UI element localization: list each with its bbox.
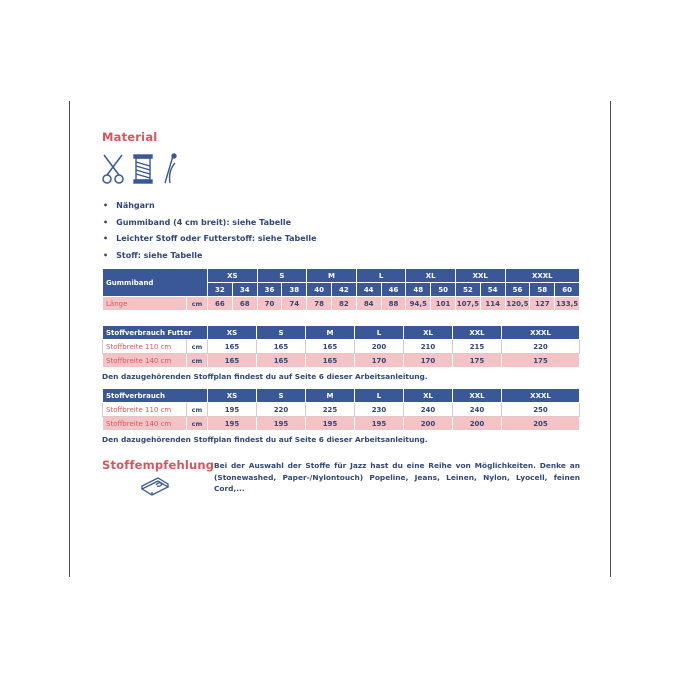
- table-row: [103, 403, 580, 417]
- table-row: [103, 354, 580, 368]
- stoffempfehlung-text: Bei der Auswahl der Stoffe für Jazz hast du eine Reihe von Möglichkeiten. Denke an (Stonewashed, Paper-/Nylontouch) Popeline, Jeans, Leinen, Nylon, Lyocell, feinen Cord,...: [214, 461, 580, 493]
- size-header: M: [306, 326, 355, 340]
- list-item: • Stoff: siehe Tabelle: [102, 248, 580, 265]
- value-cell: 82: [332, 297, 357, 311]
- value-cell: 74: [282, 297, 307, 311]
- value-cell: 66: [208, 297, 233, 311]
- size-number: 42: [332, 283, 357, 297]
- value-cell: 170: [355, 354, 404, 368]
- value-cell: 200: [355, 340, 404, 354]
- row-label: Länge: [103, 297, 187, 311]
- material-list: [102, 198, 580, 264]
- unit-cell: cm: [187, 297, 208, 311]
- size-number: 48: [406, 283, 431, 297]
- size-header: M: [307, 269, 357, 283]
- futter-note: Den dazugehörenden Stoffplan findest du auf Seite 6 dieser Arbeitsanleitung.: [102, 372, 428, 381]
- right-page-rule: [610, 101, 611, 577]
- thread-spool-icon: [132, 153, 154, 185]
- size-number: 32: [208, 283, 233, 297]
- fabric-stack-icon: [140, 475, 170, 497]
- size-header: M: [306, 389, 355, 403]
- size-header: XXL: [453, 389, 502, 403]
- size-header: XXXL: [505, 269, 579, 283]
- size-header: XXL: [455, 269, 505, 283]
- value-cell: 78: [307, 297, 332, 311]
- size-header: S: [257, 326, 306, 340]
- value-cell: 70: [257, 297, 282, 311]
- size-number: 34: [232, 283, 257, 297]
- size-header: XXL: [453, 326, 502, 340]
- size-header: XL: [406, 269, 456, 283]
- size-header: XL: [404, 326, 453, 340]
- size-number: 36: [257, 283, 282, 297]
- material-heading: Material: [102, 130, 158, 144]
- size-header: L: [355, 326, 404, 340]
- value-cell: 195: [355, 417, 404, 431]
- value-cell: 84: [356, 297, 381, 311]
- material-icons: [102, 153, 580, 185]
- value-cell: 220: [257, 403, 306, 417]
- size-header: XXXL: [502, 326, 580, 340]
- value-cell: 195: [257, 417, 306, 431]
- value-cell: 175: [502, 354, 580, 368]
- value-cell: 165: [257, 354, 306, 368]
- stoff-table: [102, 388, 580, 431]
- size-number: 40: [307, 283, 332, 297]
- size-number: 56: [505, 283, 530, 297]
- size-header: S: [257, 269, 307, 283]
- value-cell: 200: [453, 417, 502, 431]
- size-number: 60: [555, 283, 580, 297]
- table-row: [103, 340, 580, 354]
- unit-cell: cm: [187, 354, 208, 368]
- left-page-rule: [69, 101, 70, 577]
- value-cell: 170: [404, 354, 453, 368]
- size-number: 44: [356, 283, 381, 297]
- futter-table: [102, 325, 580, 368]
- pins-icon: [162, 153, 178, 185]
- value-cell: 195: [208, 417, 257, 431]
- unit-cell: cm: [187, 403, 208, 417]
- stoff-note: Den dazugehörenden Stoffplan findest du auf Seite 6 dieser Arbeitsanleitung.: [102, 435, 428, 444]
- size-header: XS: [208, 389, 257, 403]
- stoffempfehlung-heading: Stoffempfehlung: [102, 458, 215, 472]
- stoffempfehlung-left: [102, 458, 214, 497]
- value-cell: 240: [404, 403, 453, 417]
- gummiband-label: Gummiband: [103, 269, 208, 297]
- size-number: 52: [455, 283, 480, 297]
- row-label: Stoffbreite 140 cm: [103, 354, 187, 368]
- futter-label: Stoffverbrauch Futter: [103, 326, 208, 340]
- row-label: Stoffbreite 140 cm: [103, 417, 187, 431]
- stoff-label: Stoffverbrauch: [103, 389, 208, 403]
- value-cell: 205: [502, 417, 580, 431]
- value-cell: 175: [453, 354, 502, 368]
- value-cell: 94,5: [406, 297, 431, 311]
- size-header: XS: [208, 326, 257, 340]
- row-label: Stoffbreite 110 cm: [103, 403, 187, 417]
- value-cell: 200: [404, 417, 453, 431]
- size-header: L: [355, 389, 404, 403]
- value-cell: 210: [404, 340, 453, 354]
- value-cell: 195: [306, 417, 355, 431]
- table-row: [103, 417, 580, 431]
- value-cell: 195: [208, 403, 257, 417]
- row-label: Stoffbreite 110 cm: [103, 340, 187, 354]
- document-content: [102, 130, 580, 497]
- value-cell: 165: [257, 340, 306, 354]
- size-number: 54: [480, 283, 505, 297]
- value-cell: 165: [208, 340, 257, 354]
- scissors-icon: [102, 153, 124, 185]
- stoffempfehlung-section: [102, 458, 580, 497]
- list-item: • Nähgarn: [102, 198, 580, 215]
- value-cell: 114: [480, 297, 505, 311]
- size-header: XS: [208, 269, 258, 283]
- value-cell: 133,5: [555, 297, 580, 311]
- size-number: 46: [381, 283, 406, 297]
- value-cell: 165: [306, 340, 355, 354]
- size-header: XL: [404, 389, 453, 403]
- size-header: XXXL: [502, 389, 580, 403]
- value-cell: 68: [232, 297, 257, 311]
- value-cell: 220: [502, 340, 580, 354]
- size-header: S: [257, 389, 306, 403]
- list-item: • Leichter Stoff oder Futterstoff: siehe Tabelle: [102, 231, 580, 248]
- value-cell: 240: [453, 403, 502, 417]
- value-cell: 120,5: [505, 297, 530, 311]
- gummiband-table: [102, 268, 580, 311]
- size-number: 50: [431, 283, 456, 297]
- value-cell: 88: [381, 297, 406, 311]
- size-number: 58: [530, 283, 555, 297]
- value-cell: 165: [306, 354, 355, 368]
- value-cell: 225: [306, 403, 355, 417]
- unit-cell: cm: [187, 340, 208, 354]
- value-cell: 101: [431, 297, 456, 311]
- table-row: [103, 297, 580, 311]
- unit-cell: cm: [187, 417, 208, 431]
- value-cell: 127: [530, 297, 555, 311]
- value-cell: 165: [208, 354, 257, 368]
- size-header: L: [356, 269, 406, 283]
- value-cell: 215: [453, 340, 502, 354]
- value-cell: 230: [355, 403, 404, 417]
- value-cell: 107,5: [455, 297, 480, 311]
- value-cell: 250: [502, 403, 580, 417]
- size-number: 38: [282, 283, 307, 297]
- list-item: • Gummiband (4 cm breit): siehe Tabelle: [102, 215, 580, 232]
